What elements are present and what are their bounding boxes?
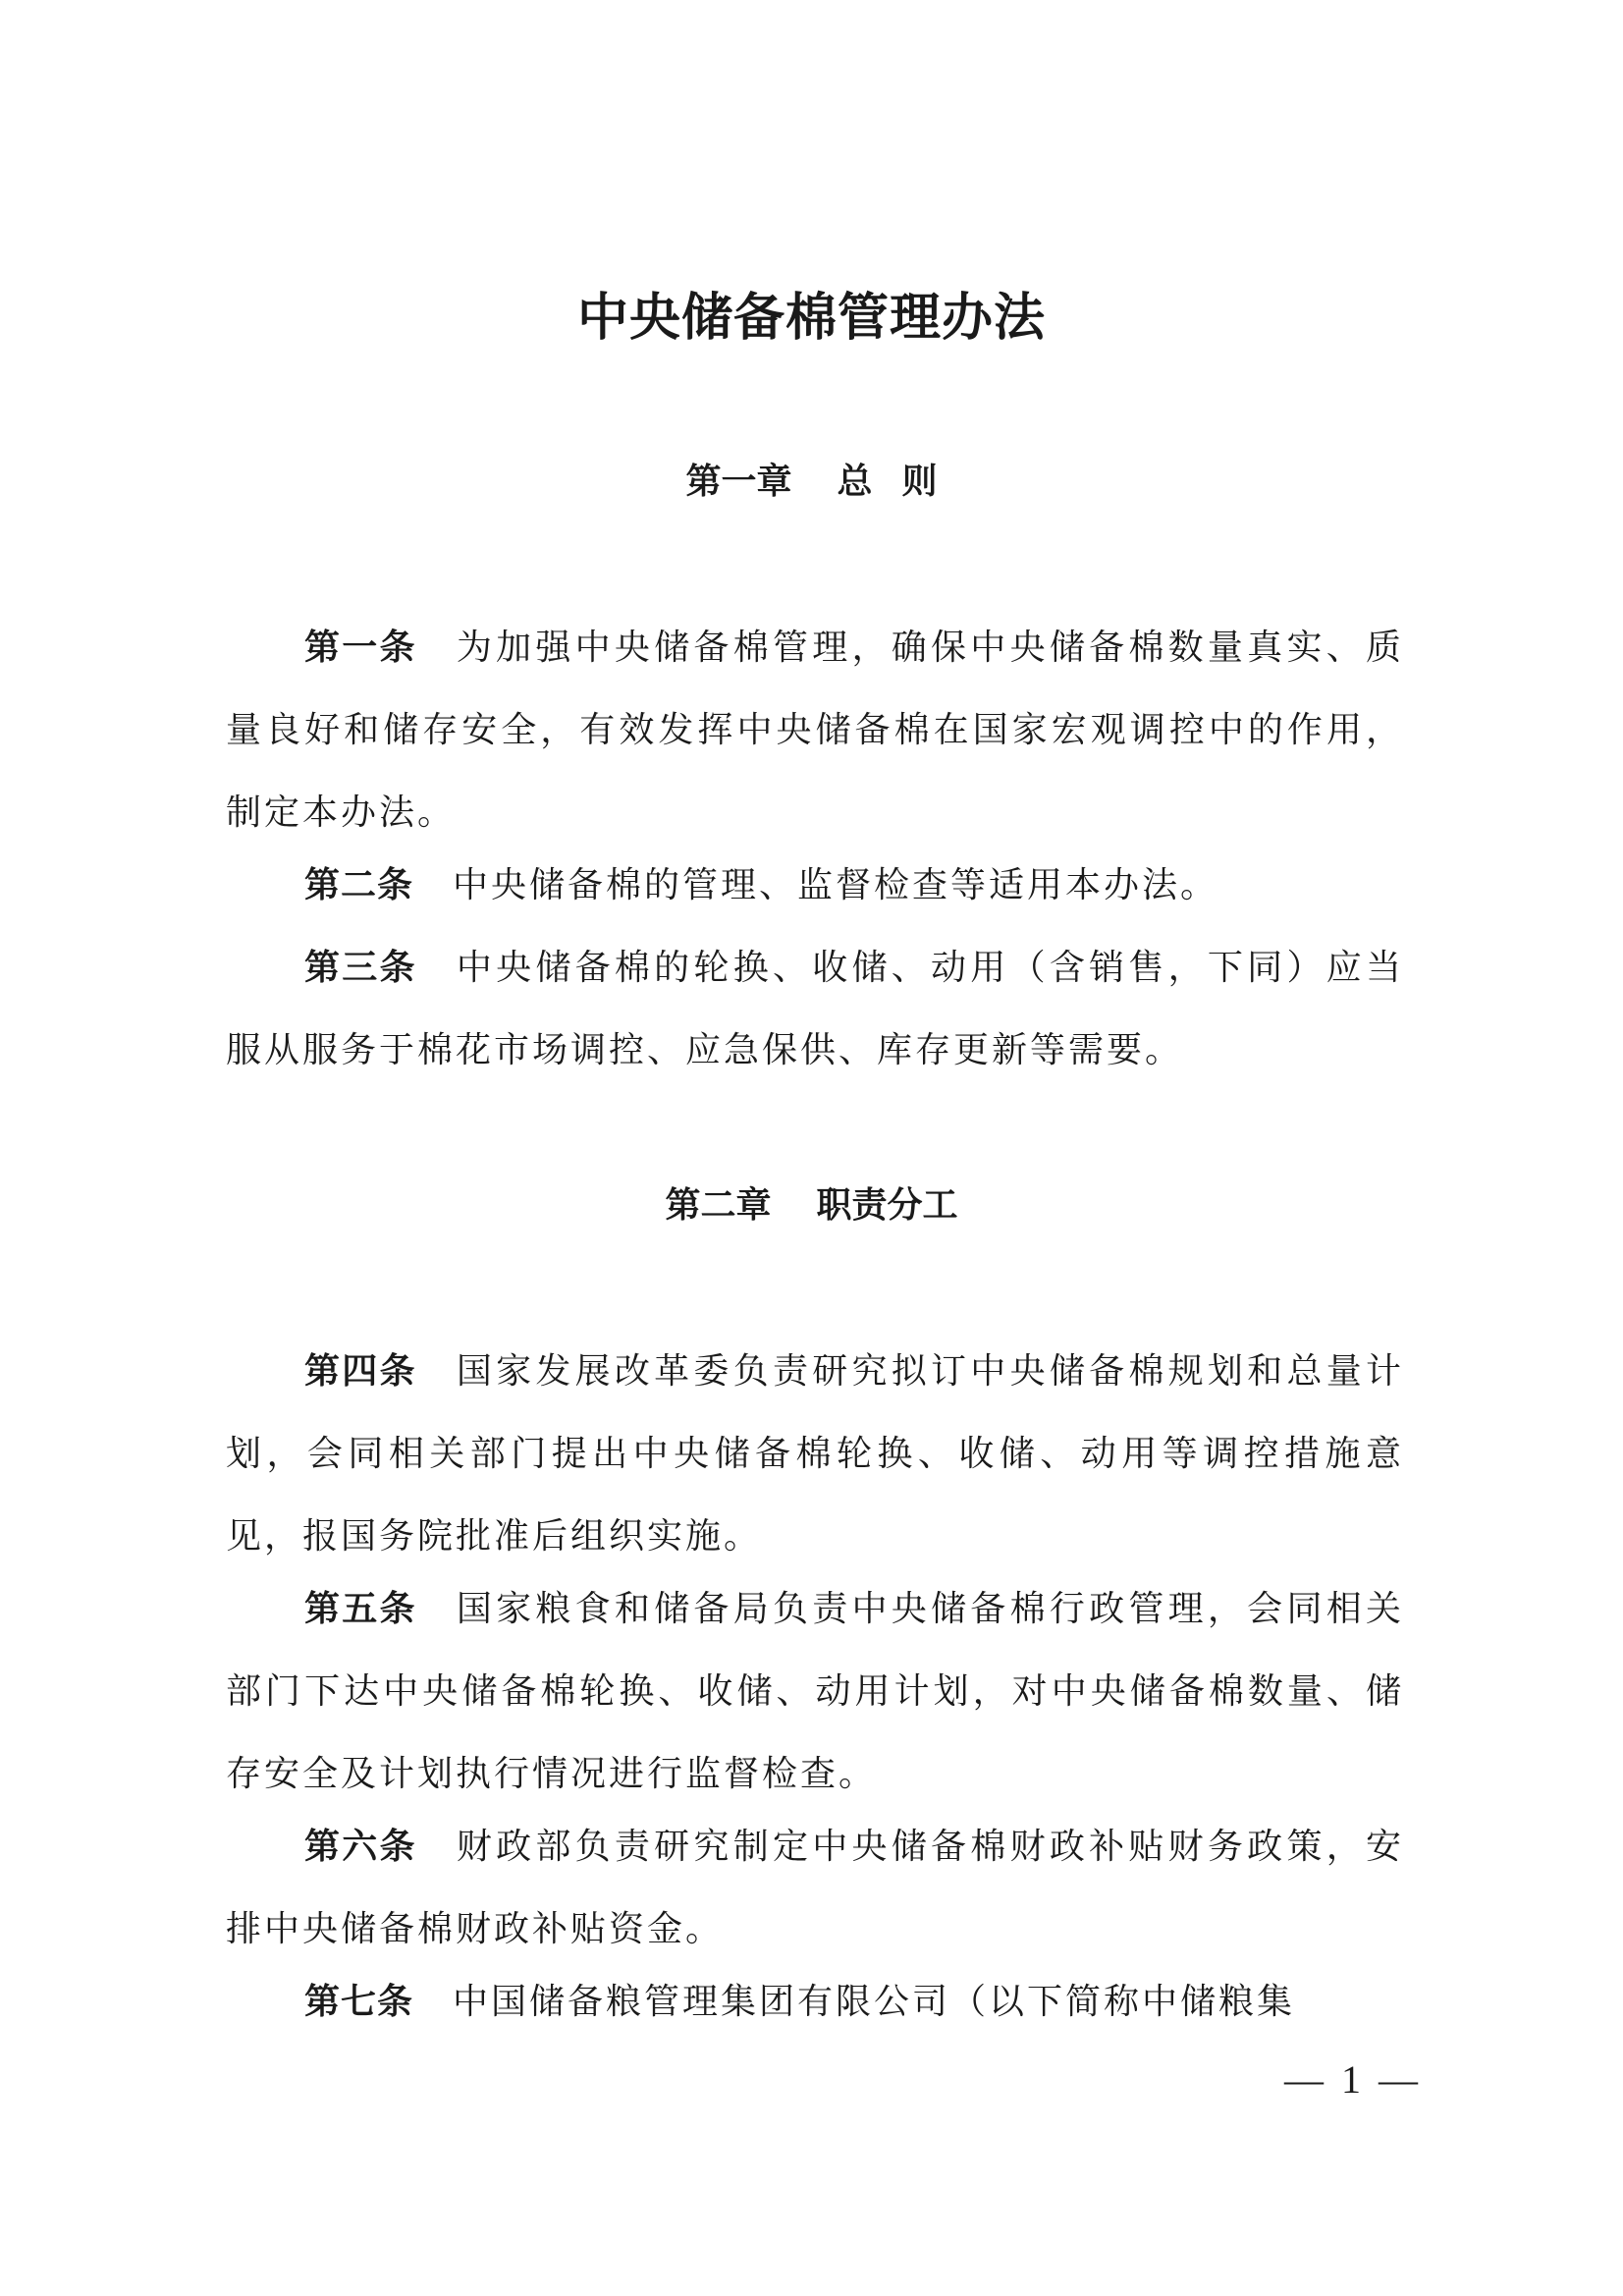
document-title: 中央储备棉管理办法 xyxy=(576,288,1046,348)
article-5 xyxy=(226,1568,1404,1816)
chapter-2-name: 职责分工 xyxy=(816,1185,958,1226)
article-5-text: 国家粮食和储备局负责中央储备棉行政管理，会同相关部门下达中央储备棉轮换、收储、动用计划，对中央储备棉数量、储存安全及计划执行情况进行监督检查。 xyxy=(226,1589,1404,1794)
article-3 xyxy=(226,927,1404,1092)
article-6-label: 第六条 xyxy=(304,1827,417,1867)
article-7 xyxy=(226,1961,1404,2044)
chapter-1-label: 第一章 xyxy=(685,462,792,502)
article-1-text: 为加强中央储备棉管理，确保中央储备棉数量真实、质量良好和储存安全，有效发挥中央储备棉在国家宏观调控中的作用，制定本办法。 xyxy=(226,628,1404,833)
article-4-label: 第四条 xyxy=(304,1351,417,1392)
chapter-2-heading xyxy=(0,1181,1623,1230)
article-1-label: 第一条 xyxy=(304,628,417,668)
chapter-1-name-part2: 则 xyxy=(901,462,938,502)
article-4 xyxy=(226,1331,1404,1578)
article-2-label: 第二条 xyxy=(304,865,414,905)
article-3-label: 第三条 xyxy=(304,948,417,988)
chapter-1-name: 总 xyxy=(837,462,873,502)
article-2 xyxy=(226,845,1404,927)
article-5-label: 第五条 xyxy=(304,1589,417,1629)
article-1 xyxy=(226,607,1404,854)
article-2-text: 中央储备棉的管理、监督检查等适用本办法。 xyxy=(453,865,1219,905)
article-4-text: 国家发展改革委负责研究拟订中央储备棉规划和总量计划，会同相关部门提出中央储备棉轮换、收储、动用等调控措施意见，报国务院批准后组织实施。 xyxy=(226,1351,1404,1557)
chapter-2-label: 第二章 xyxy=(665,1185,772,1226)
article-3-text: 中央储备棉的轮换、收储、动用（含销售，下同）应当服从服务于棉花市场调控、应急保供、库存更新等需要。 xyxy=(226,948,1404,1070)
article-7-text: 中国储备粮管理集团有限公司（以下简称中储粮集 xyxy=(453,1982,1296,2022)
chapter-1-heading xyxy=(0,458,1623,507)
article-6-text: 财政部负责研究制定中央储备棉财政补贴财务政策，安排中央储备棉财政补贴资金。 xyxy=(226,1827,1404,1949)
article-7-label: 第七条 xyxy=(304,1982,414,2022)
article-6 xyxy=(226,1806,1404,1971)
page-number: — 1 — xyxy=(1284,2057,1422,2102)
